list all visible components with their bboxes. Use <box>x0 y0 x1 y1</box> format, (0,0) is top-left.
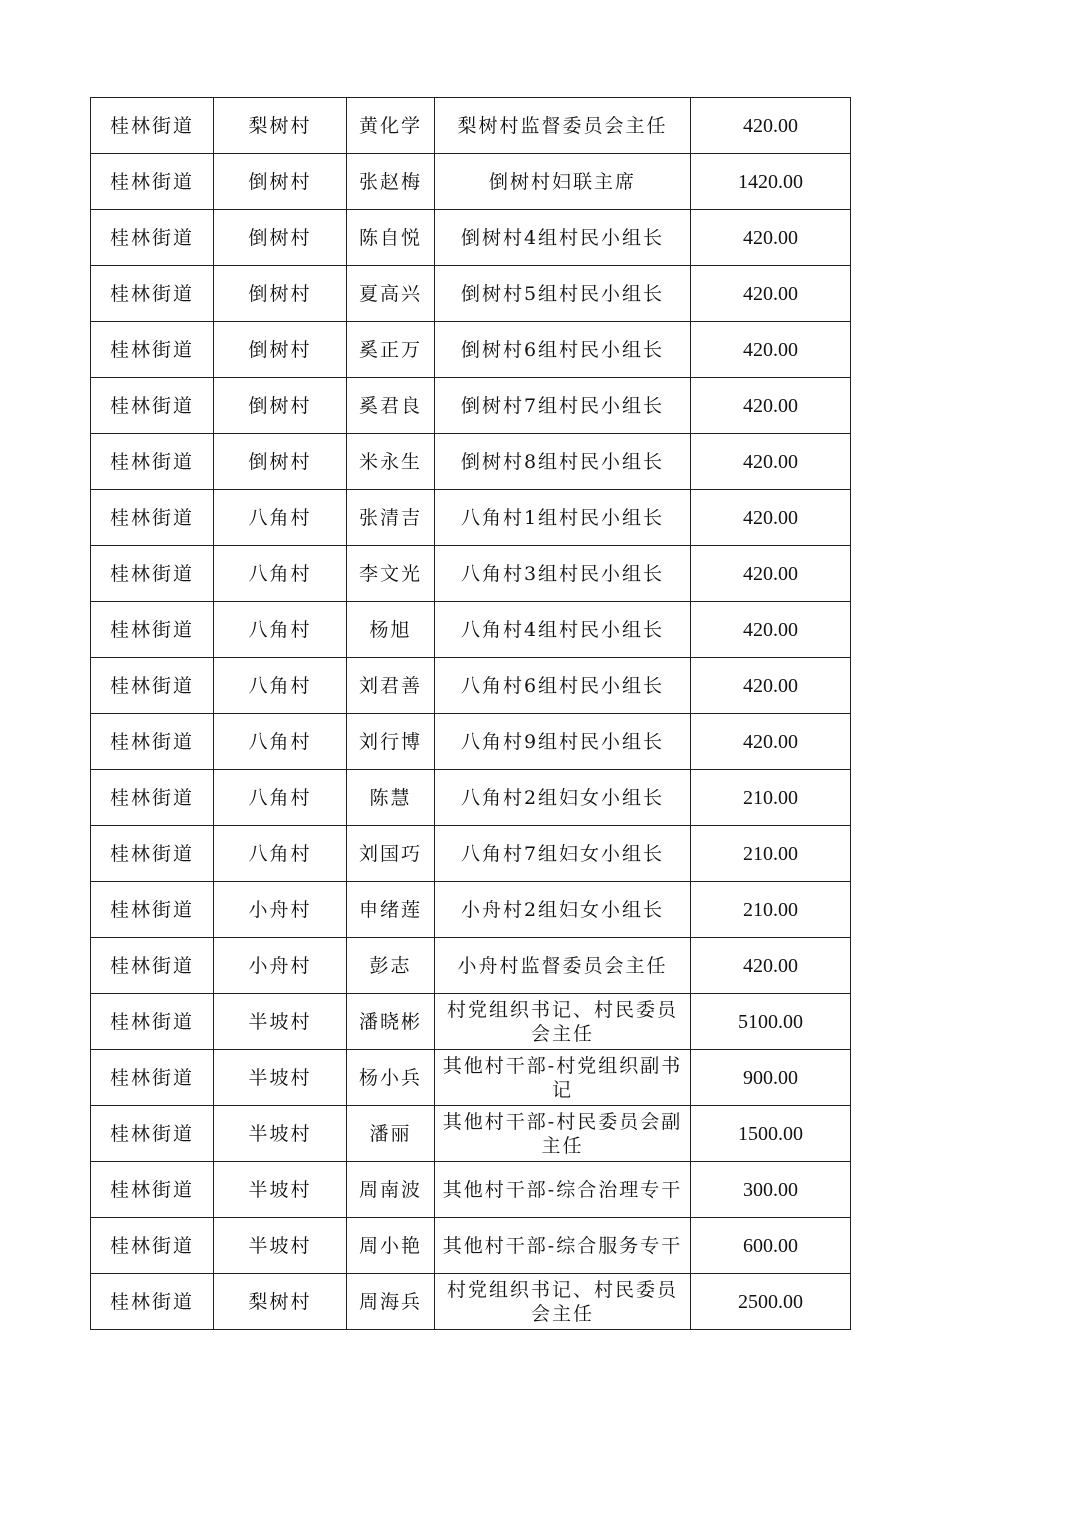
cell-village: 八角村 <box>214 602 347 658</box>
cell-position: 倒树村7组村民小组长 <box>435 378 691 434</box>
cell-street: 桂林街道 <box>91 378 214 434</box>
cell-position: 八角村1组村民小组长 <box>435 490 691 546</box>
cell-amount: 600.00 <box>691 1218 851 1274</box>
cell-village: 倒树村 <box>214 322 347 378</box>
cell-amount: 420.00 <box>691 602 851 658</box>
cell-street: 桂林街道 <box>91 882 214 938</box>
cell-street: 桂林街道 <box>91 1274 214 1330</box>
cell-village: 八角村 <box>214 826 347 882</box>
cell-name: 刘国巧 <box>347 826 435 882</box>
cell-name: 潘晓彬 <box>347 994 435 1050</box>
cell-street: 桂林街道 <box>91 770 214 826</box>
cell-position: 小舟村2组妇女小组长 <box>435 882 691 938</box>
cell-street: 桂林街道 <box>91 154 214 210</box>
cell-street: 桂林街道 <box>91 714 214 770</box>
cell-amount: 1420.00 <box>691 154 851 210</box>
cell-street: 桂林街道 <box>91 546 214 602</box>
cell-name: 杨旭 <box>347 602 435 658</box>
cell-village: 倒树村 <box>214 154 347 210</box>
cell-amount: 420.00 <box>691 490 851 546</box>
cell-village: 八角村 <box>214 490 347 546</box>
cell-village: 倒树村 <box>214 434 347 490</box>
cell-position: 八角村6组村民小组长 <box>435 658 691 714</box>
cell-village: 梨树村 <box>214 1274 347 1330</box>
cell-village: 倒树村 <box>214 378 347 434</box>
table-row <box>91 1274 851 1330</box>
table-row <box>91 378 851 434</box>
cell-village: 半坡村 <box>214 1162 347 1218</box>
cell-name: 彭志 <box>347 938 435 994</box>
cell-amount: 420.00 <box>691 938 851 994</box>
cell-village: 半坡村 <box>214 1218 347 1274</box>
cell-name: 申绪莲 <box>347 882 435 938</box>
table-row <box>91 826 851 882</box>
cell-amount: 900.00 <box>691 1050 851 1106</box>
table-row <box>91 1106 851 1162</box>
cell-name: 黄化学 <box>347 98 435 154</box>
table-row <box>91 1218 851 1274</box>
cell-village: 小舟村 <box>214 938 347 994</box>
cell-name: 刘君善 <box>347 658 435 714</box>
cell-street: 桂林街道 <box>91 602 214 658</box>
cell-street: 桂林街道 <box>91 98 214 154</box>
cell-street: 桂林街道 <box>91 210 214 266</box>
cell-amount: 420.00 <box>691 322 851 378</box>
table-row <box>91 546 851 602</box>
cell-street: 桂林街道 <box>91 1050 214 1106</box>
cell-street: 桂林街道 <box>91 1218 214 1274</box>
cell-street: 桂林街道 <box>91 1106 214 1162</box>
cell-amount: 420.00 <box>691 266 851 322</box>
cell-name: 周小艳 <box>347 1218 435 1274</box>
cell-name: 奚君良 <box>347 378 435 434</box>
cell-name: 周南波 <box>347 1162 435 1218</box>
cell-street: 桂林街道 <box>91 826 214 882</box>
cell-amount: 420.00 <box>691 98 851 154</box>
cell-position: 其他村干部-村党组织副书记 <box>435 1050 691 1106</box>
table-row <box>91 154 851 210</box>
cell-name: 张清吉 <box>347 490 435 546</box>
cell-name: 米永生 <box>347 434 435 490</box>
cell-position: 倒树村5组村民小组长 <box>435 266 691 322</box>
cell-village: 梨树村 <box>214 98 347 154</box>
cell-street: 桂林街道 <box>91 490 214 546</box>
cell-village: 八角村 <box>214 658 347 714</box>
table-row <box>91 994 851 1050</box>
cell-position: 倒树村妇联主席 <box>435 154 691 210</box>
cell-amount: 5100.00 <box>691 994 851 1050</box>
table-row <box>91 322 851 378</box>
cell-amount: 420.00 <box>691 546 851 602</box>
cell-street: 桂林街道 <box>91 1162 214 1218</box>
cell-position: 其他村干部-村民委员会副主任 <box>435 1106 691 1162</box>
table-row <box>91 210 851 266</box>
cell-amount: 420.00 <box>691 210 851 266</box>
cell-amount: 210.00 <box>691 882 851 938</box>
cell-name: 张赵梅 <box>347 154 435 210</box>
cell-name: 李文光 <box>347 546 435 602</box>
cell-position: 倒树村4组村民小组长 <box>435 210 691 266</box>
cell-village: 八角村 <box>214 714 347 770</box>
table-row <box>91 490 851 546</box>
cell-street: 桂林街道 <box>91 658 214 714</box>
table-row <box>91 98 851 154</box>
cell-amount: 2500.00 <box>691 1274 851 1330</box>
cell-position: 其他村干部-综合治理专干 <box>435 1162 691 1218</box>
cell-name: 周海兵 <box>347 1274 435 1330</box>
cell-position: 八角村4组村民小组长 <box>435 602 691 658</box>
table-row <box>91 714 851 770</box>
cell-name: 潘丽 <box>347 1106 435 1162</box>
cell-amount: 300.00 <box>691 1162 851 1218</box>
cell-position: 八角村7组妇女小组长 <box>435 826 691 882</box>
table-row <box>91 266 851 322</box>
table-row <box>91 938 851 994</box>
cell-amount: 1500.00 <box>691 1106 851 1162</box>
cell-name: 刘行博 <box>347 714 435 770</box>
cell-name: 陈自悦 <box>347 210 435 266</box>
cell-position: 小舟村监督委员会主任 <box>435 938 691 994</box>
cell-position: 村党组织书记、村民委员会主任 <box>435 1274 691 1330</box>
table-row <box>91 658 851 714</box>
cell-position: 八角村2组妇女小组长 <box>435 770 691 826</box>
cell-name: 陈慧 <box>347 770 435 826</box>
cell-street: 桂林街道 <box>91 938 214 994</box>
cell-street: 桂林街道 <box>91 994 214 1050</box>
cell-village: 倒树村 <box>214 266 347 322</box>
table-row <box>91 1050 851 1106</box>
table-row <box>91 434 851 490</box>
cell-amount: 420.00 <box>691 378 851 434</box>
cell-amount: 420.00 <box>691 714 851 770</box>
cell-position: 村党组织书记、村民委员会主任 <box>435 994 691 1050</box>
subsidy-table <box>90 97 851 1330</box>
cell-amount: 210.00 <box>691 826 851 882</box>
cell-village: 八角村 <box>214 770 347 826</box>
cell-position: 梨树村监督委员会主任 <box>435 98 691 154</box>
table-row <box>91 1162 851 1218</box>
cell-street: 桂林街道 <box>91 266 214 322</box>
cell-village: 八角村 <box>214 546 347 602</box>
table-row <box>91 602 851 658</box>
cell-position: 其他村干部-综合服务专干 <box>435 1218 691 1274</box>
cell-village: 小舟村 <box>214 882 347 938</box>
cell-amount: 420.00 <box>691 658 851 714</box>
cell-amount: 420.00 <box>691 434 851 490</box>
cell-amount: 210.00 <box>691 770 851 826</box>
cell-street: 桂林街道 <box>91 322 214 378</box>
cell-street: 桂林街道 <box>91 434 214 490</box>
cell-village: 半坡村 <box>214 994 347 1050</box>
cell-name: 夏高兴 <box>347 266 435 322</box>
cell-name: 奚正万 <box>347 322 435 378</box>
cell-village: 半坡村 <box>214 1106 347 1162</box>
cell-village: 半坡村 <box>214 1050 347 1106</box>
cell-village: 倒树村 <box>214 210 347 266</box>
cell-position: 八角村3组村民小组长 <box>435 546 691 602</box>
cell-name: 杨小兵 <box>347 1050 435 1106</box>
cell-position: 倒树村8组村民小组长 <box>435 434 691 490</box>
table-row <box>91 770 851 826</box>
cell-position: 倒树村6组村民小组长 <box>435 322 691 378</box>
cell-position: 八角村9组村民小组长 <box>435 714 691 770</box>
table-row <box>91 882 851 938</box>
table-body <box>91 98 851 1330</box>
